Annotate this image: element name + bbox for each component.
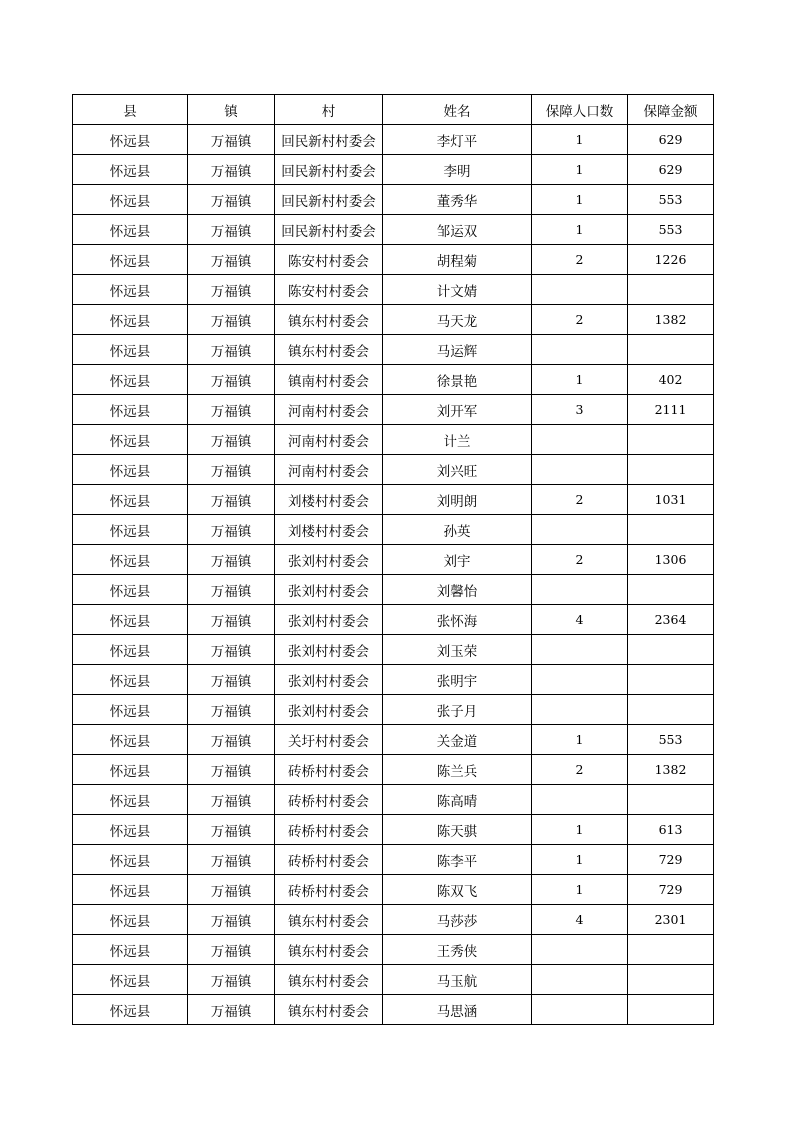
header-amount: 保障金额 — [628, 95, 714, 125]
county-cell: 怀远县 — [73, 695, 188, 725]
name-cell: 胡程菊 — [383, 245, 532, 275]
town-cell: 万福镇 — [188, 965, 275, 995]
header-town: 镇 — [188, 95, 275, 125]
population-cell — [532, 665, 628, 695]
village-cell: 砖桥村村委会 — [275, 875, 383, 905]
town-cell: 万福镇 — [188, 215, 275, 245]
village-cell: 关圩村村委会 — [275, 725, 383, 755]
population-cell: 1 — [532, 365, 628, 395]
village-cell: 张刘村村委会 — [275, 605, 383, 635]
county-cell: 怀远县 — [73, 965, 188, 995]
name-cell: 张明宇 — [383, 665, 532, 695]
table-row — [73, 485, 714, 515]
county-cell: 怀远县 — [73, 125, 188, 155]
village-cell: 张刘村村委会 — [275, 635, 383, 665]
table-row — [73, 665, 714, 695]
town-cell: 万福镇 — [188, 695, 275, 725]
amount-cell — [628, 515, 714, 545]
table-row — [73, 275, 714, 305]
amount-cell: 553 — [628, 725, 714, 755]
county-cell: 怀远县 — [73, 215, 188, 245]
village-cell: 刘楼村村委会 — [275, 515, 383, 545]
town-cell: 万福镇 — [188, 395, 275, 425]
county-cell: 怀远县 — [73, 635, 188, 665]
population-cell: 1 — [532, 125, 628, 155]
town-cell: 万福镇 — [188, 935, 275, 965]
amount-cell: 629 — [628, 125, 714, 155]
table-row — [73, 695, 714, 725]
population-cell: 2 — [532, 755, 628, 785]
town-cell: 万福镇 — [188, 275, 275, 305]
town-cell: 万福镇 — [188, 995, 275, 1025]
town-cell: 万福镇 — [188, 665, 275, 695]
table-row — [73, 185, 714, 215]
population-cell — [532, 425, 628, 455]
county-cell: 怀远县 — [73, 605, 188, 635]
population-cell — [532, 515, 628, 545]
amount-cell: 2301 — [628, 905, 714, 935]
amount-cell — [628, 335, 714, 365]
population-cell — [532, 575, 628, 605]
amount-cell: 402 — [628, 365, 714, 395]
table-row — [73, 635, 714, 665]
population-cell — [532, 335, 628, 365]
name-cell: 陈双飞 — [383, 875, 532, 905]
table-row — [73, 725, 714, 755]
table-body — [73, 125, 714, 1025]
village-cell: 镇东村村委会 — [275, 305, 383, 335]
county-cell: 怀远县 — [73, 815, 188, 845]
village-cell: 回民新村村委会 — [275, 215, 383, 245]
name-cell: 计文婧 — [383, 275, 532, 305]
town-cell: 万福镇 — [188, 245, 275, 275]
county-cell: 怀远县 — [73, 725, 188, 755]
county-cell: 怀远县 — [73, 485, 188, 515]
header-county: 县 — [73, 95, 188, 125]
table-row — [73, 515, 714, 545]
amount-cell — [628, 275, 714, 305]
village-cell: 镇东村村委会 — [275, 335, 383, 365]
county-cell: 怀远县 — [73, 785, 188, 815]
amount-cell: 729 — [628, 845, 714, 875]
population-cell: 1 — [532, 875, 628, 905]
amount-cell: 613 — [628, 815, 714, 845]
table-row — [73, 455, 714, 485]
name-cell: 关金道 — [383, 725, 532, 755]
village-cell: 陈安村村委会 — [275, 245, 383, 275]
table-row — [73, 935, 714, 965]
village-cell: 砖桥村村委会 — [275, 785, 383, 815]
amount-cell: 1382 — [628, 755, 714, 785]
table-row — [73, 815, 714, 845]
table-row — [73, 545, 714, 575]
population-cell: 2 — [532, 485, 628, 515]
table-row — [73, 785, 714, 815]
county-cell: 怀远县 — [73, 365, 188, 395]
amount-cell: 2111 — [628, 395, 714, 425]
town-cell: 万福镇 — [188, 455, 275, 485]
amount-cell: 2364 — [628, 605, 714, 635]
population-cell — [532, 695, 628, 725]
village-cell: 河南村村委会 — [275, 395, 383, 425]
table-row — [73, 875, 714, 905]
village-cell: 河南村村委会 — [275, 425, 383, 455]
table-row — [73, 575, 714, 605]
name-cell: 刘兴旺 — [383, 455, 532, 485]
table-row — [73, 755, 714, 785]
town-cell: 万福镇 — [188, 305, 275, 335]
name-cell: 马玉航 — [383, 965, 532, 995]
population-cell: 2 — [532, 245, 628, 275]
town-cell: 万福镇 — [188, 635, 275, 665]
county-cell: 怀远县 — [73, 275, 188, 305]
population-cell: 4 — [532, 605, 628, 635]
amount-cell — [628, 935, 714, 965]
amount-cell: 1306 — [628, 545, 714, 575]
name-cell: 陈兰兵 — [383, 755, 532, 785]
village-cell: 镇东村村委会 — [275, 935, 383, 965]
amount-cell — [628, 695, 714, 725]
population-cell: 2 — [532, 305, 628, 335]
header-row — [73, 95, 714, 125]
population-cell: 4 — [532, 905, 628, 935]
county-cell: 怀远县 — [73, 335, 188, 365]
town-cell: 万福镇 — [188, 785, 275, 815]
village-cell: 回民新村村委会 — [275, 185, 383, 215]
population-cell: 1 — [532, 155, 628, 185]
table-row — [73, 845, 714, 875]
amount-cell: 1382 — [628, 305, 714, 335]
county-cell: 怀远县 — [73, 395, 188, 425]
name-cell: 陈高晴 — [383, 785, 532, 815]
amount-cell: 1031 — [628, 485, 714, 515]
name-cell: 马运辉 — [383, 335, 532, 365]
table-row — [73, 245, 714, 275]
name-cell: 计兰 — [383, 425, 532, 455]
population-cell: 1 — [532, 185, 628, 215]
table-row — [73, 995, 714, 1025]
population-cell — [532, 275, 628, 305]
village-cell: 刘楼村村委会 — [275, 485, 383, 515]
name-cell: 李灯平 — [383, 125, 532, 155]
population-cell — [532, 965, 628, 995]
amount-cell — [628, 965, 714, 995]
county-cell: 怀远县 — [73, 575, 188, 605]
town-cell: 万福镇 — [188, 155, 275, 185]
amount-cell — [628, 575, 714, 605]
amount-cell: 1226 — [628, 245, 714, 275]
village-cell: 张刘村村委会 — [275, 695, 383, 725]
name-cell: 董秀华 — [383, 185, 532, 215]
county-cell: 怀远县 — [73, 155, 188, 185]
amount-cell: 553 — [628, 185, 714, 215]
town-cell: 万福镇 — [188, 335, 275, 365]
county-cell: 怀远县 — [73, 455, 188, 485]
amount-cell: 729 — [628, 875, 714, 905]
name-cell: 刘玉荣 — [383, 635, 532, 665]
table-row — [73, 335, 714, 365]
town-cell: 万福镇 — [188, 485, 275, 515]
town-cell: 万福镇 — [188, 755, 275, 785]
village-cell: 砖桥村村委会 — [275, 815, 383, 845]
town-cell: 万福镇 — [188, 905, 275, 935]
header-population: 保障人口数 — [532, 95, 628, 125]
town-cell: 万福镇 — [188, 515, 275, 545]
county-cell: 怀远县 — [73, 185, 188, 215]
county-cell: 怀远县 — [73, 875, 188, 905]
village-cell: 张刘村村委会 — [275, 545, 383, 575]
population-cell: 1 — [532, 725, 628, 755]
table-row — [73, 125, 714, 155]
town-cell: 万福镇 — [188, 875, 275, 905]
town-cell: 万福镇 — [188, 185, 275, 215]
population-cell — [532, 935, 628, 965]
table-row — [73, 425, 714, 455]
name-cell: 陈李平 — [383, 845, 532, 875]
village-cell: 张刘村村委会 — [275, 575, 383, 605]
table-row — [73, 395, 714, 425]
name-cell: 王秀侠 — [383, 935, 532, 965]
amount-cell: 553 — [628, 215, 714, 245]
town-cell: 万福镇 — [188, 425, 275, 455]
population-cell: 1 — [532, 815, 628, 845]
amount-cell — [628, 665, 714, 695]
name-cell: 孙英 — [383, 515, 532, 545]
county-cell: 怀远县 — [73, 425, 188, 455]
population-cell — [532, 995, 628, 1025]
amount-cell — [628, 995, 714, 1025]
population-cell: 1 — [532, 845, 628, 875]
name-cell: 刘宇 — [383, 545, 532, 575]
county-cell: 怀远县 — [73, 755, 188, 785]
population-cell — [532, 785, 628, 815]
name-cell: 刘开军 — [383, 395, 532, 425]
village-cell: 镇东村村委会 — [275, 965, 383, 995]
town-cell: 万福镇 — [188, 575, 275, 605]
town-cell: 万福镇 — [188, 605, 275, 635]
county-cell: 怀远县 — [73, 245, 188, 275]
name-cell: 李明 — [383, 155, 532, 185]
name-cell: 马天龙 — [383, 305, 532, 335]
population-cell — [532, 455, 628, 485]
header-name: 姓名 — [383, 95, 532, 125]
name-cell: 张怀海 — [383, 605, 532, 635]
population-cell: 2 — [532, 545, 628, 575]
amount-cell: 629 — [628, 155, 714, 185]
village-cell: 回民新村村委会 — [275, 155, 383, 185]
village-cell: 镇南村村委会 — [275, 365, 383, 395]
village-cell: 张刘村村委会 — [275, 665, 383, 695]
population-cell: 3 — [532, 395, 628, 425]
table-row — [73, 965, 714, 995]
village-cell: 镇东村村委会 — [275, 995, 383, 1025]
amount-cell — [628, 455, 714, 485]
header-village: 村 — [275, 95, 383, 125]
population-cell: 1 — [532, 215, 628, 245]
roster-table — [72, 94, 714, 1025]
village-cell: 砖桥村村委会 — [275, 755, 383, 785]
county-cell: 怀远县 — [73, 305, 188, 335]
village-cell: 河南村村委会 — [275, 455, 383, 485]
table-row — [73, 605, 714, 635]
table-row — [73, 215, 714, 245]
town-cell: 万福镇 — [188, 545, 275, 575]
county-cell: 怀远县 — [73, 845, 188, 875]
name-cell: 马思涵 — [383, 995, 532, 1025]
village-cell: 砖桥村村委会 — [275, 845, 383, 875]
name-cell: 刘馨怡 — [383, 575, 532, 605]
name-cell: 刘明朗 — [383, 485, 532, 515]
town-cell: 万福镇 — [188, 365, 275, 395]
table-row — [73, 365, 714, 395]
amount-cell — [628, 635, 714, 665]
name-cell: 徐景艳 — [383, 365, 532, 395]
village-cell: 镇东村村委会 — [275, 905, 383, 935]
county-cell: 怀远县 — [73, 665, 188, 695]
village-cell: 陈安村村委会 — [275, 275, 383, 305]
table-header — [73, 95, 714, 125]
county-cell: 怀远县 — [73, 515, 188, 545]
town-cell: 万福镇 — [188, 725, 275, 755]
village-cell: 回民新村村委会 — [275, 125, 383, 155]
name-cell: 陈天骐 — [383, 815, 532, 845]
amount-cell — [628, 785, 714, 815]
county-cell: 怀远县 — [73, 545, 188, 575]
table-row — [73, 905, 714, 935]
county-cell: 怀远县 — [73, 935, 188, 965]
table-row — [73, 155, 714, 185]
town-cell: 万福镇 — [188, 815, 275, 845]
name-cell: 马莎莎 — [383, 905, 532, 935]
name-cell: 邹运双 — [383, 215, 532, 245]
population-cell — [532, 635, 628, 665]
table-row — [73, 305, 714, 335]
county-cell: 怀远县 — [73, 995, 188, 1025]
town-cell: 万福镇 — [188, 125, 275, 155]
county-cell: 怀远县 — [73, 905, 188, 935]
town-cell: 万福镇 — [188, 845, 275, 875]
name-cell: 张子月 — [383, 695, 532, 725]
amount-cell — [628, 425, 714, 455]
